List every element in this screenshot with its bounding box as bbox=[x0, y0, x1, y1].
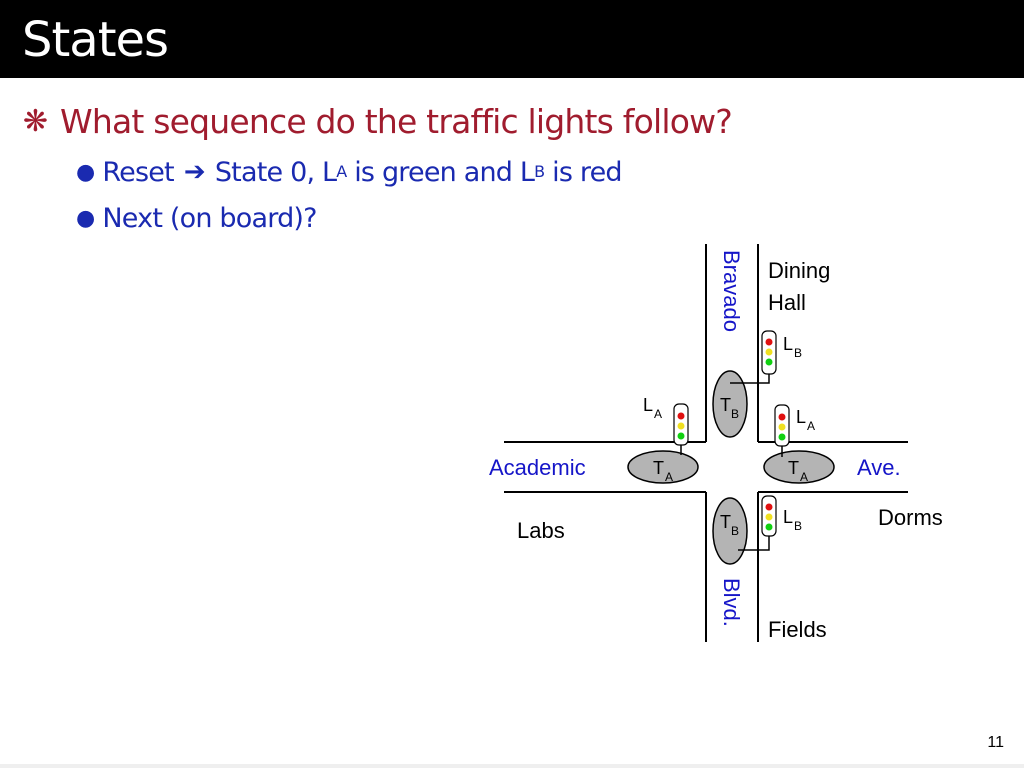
lamp-green bbox=[766, 524, 773, 531]
lamp-red bbox=[766, 504, 773, 511]
sensor-letter: T bbox=[653, 458, 664, 478]
street-label-ave: Ave. bbox=[857, 455, 901, 480]
light-subscript: B bbox=[794, 346, 803, 360]
lamp-yellow bbox=[678, 423, 685, 430]
place-labs: Labs bbox=[517, 518, 565, 543]
dot-bullet-icon: ● bbox=[76, 205, 95, 231]
sensor-letter: T bbox=[720, 512, 731, 532]
traffic-light-la-east bbox=[775, 405, 789, 446]
light-letter: L bbox=[643, 395, 654, 415]
place-dorms: Dorms bbox=[878, 505, 943, 530]
next-text: Next (on board)? bbox=[102, 202, 317, 234]
right-arrow-icon: ➔ bbox=[183, 157, 205, 187]
light-label-lb-south bbox=[783, 507, 802, 533]
place-hall: Hall bbox=[768, 290, 806, 315]
asterisk-bullet-icon: ❋ bbox=[22, 103, 48, 139]
bullet-question-text: What sequence do the traffic lights follow? bbox=[60, 101, 733, 141]
lamp-green bbox=[779, 434, 786, 441]
light-subscript: A bbox=[654, 407, 663, 421]
light-subscript: B bbox=[794, 519, 803, 533]
state-post-text: is red bbox=[544, 156, 622, 188]
light-subscript: A bbox=[807, 419, 816, 433]
sensor-letter: T bbox=[788, 458, 799, 478]
traffic-light-la-west bbox=[674, 404, 688, 445]
sensor-subscript: A bbox=[665, 470, 674, 484]
state-mid-text: is green and L bbox=[346, 156, 535, 188]
light-label-la-east bbox=[796, 407, 815, 433]
sensor-subscript: A bbox=[800, 470, 809, 484]
lamp-yellow bbox=[766, 349, 773, 356]
street-label-bravado: Bravado bbox=[719, 250, 744, 332]
light-letter: L bbox=[796, 407, 807, 427]
lamp-green bbox=[678, 433, 685, 440]
lamp-yellow bbox=[766, 514, 773, 521]
street-label-blvd: Blvd. bbox=[719, 578, 744, 627]
reset-label: Reset bbox=[102, 156, 174, 188]
sensor-tb-north bbox=[713, 371, 747, 437]
slide-title: States bbox=[22, 12, 169, 68]
lamp-yellow bbox=[779, 424, 786, 431]
sensor-ellipse bbox=[764, 451, 834, 483]
dot-bullet-icon: ● bbox=[76, 159, 95, 185]
sensor-subscript: B bbox=[731, 407, 740, 421]
footer-line bbox=[0, 764, 1024, 768]
lamp-red bbox=[766, 339, 773, 346]
sensor-ta-east bbox=[764, 451, 834, 484]
light-label-la-west bbox=[643, 395, 662, 421]
place-dining: Dining bbox=[768, 258, 831, 283]
traffic-light-lb-north bbox=[762, 331, 776, 374]
sensor-ta-west bbox=[628, 451, 698, 484]
state-text: State 0, L bbox=[214, 156, 337, 188]
sensor-letter: T bbox=[720, 395, 731, 415]
page-number: 11 bbox=[987, 734, 1004, 751]
traffic-light-lb-south bbox=[762, 496, 776, 536]
light-letter: L bbox=[783, 507, 794, 527]
sensor-tb-south bbox=[713, 498, 747, 564]
lamp-green bbox=[766, 359, 773, 366]
road-edges bbox=[504, 244, 908, 642]
place-fields: Fields bbox=[768, 617, 827, 642]
light-label-lb-north bbox=[783, 334, 802, 360]
street-label-academic: Academic bbox=[489, 455, 586, 480]
lamp-red bbox=[779, 414, 786, 421]
sensor-subscript: B bbox=[731, 524, 740, 538]
lamp-red bbox=[678, 413, 685, 420]
light-letter: L bbox=[783, 334, 794, 354]
bullet-reset: ● Reset ➔ State 0, L A is green and L B is red bbox=[76, 156, 622, 188]
